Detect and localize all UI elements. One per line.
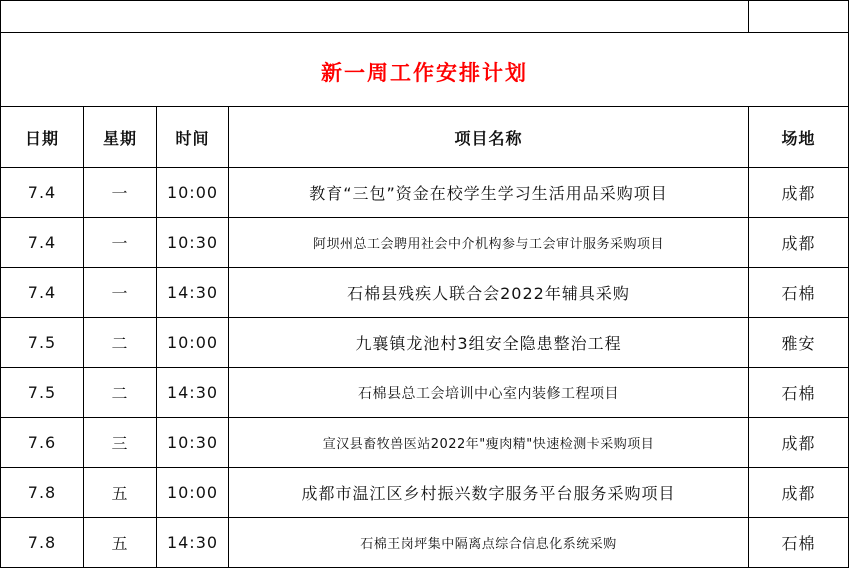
- weekday-cell: 一: [84, 168, 157, 218]
- time-cell: 10:00: [157, 468, 229, 518]
- top-blank-cell: [1, 1, 749, 33]
- venue-cell: 成都: [749, 468, 849, 518]
- table-row: [1, 318, 849, 368]
- time-cell: 10:00: [157, 318, 229, 368]
- project-name-cell: 石棉县总工会培训中心室内装修工程项目: [229, 368, 749, 418]
- project-name-cell: 教育“三包”资金在校学生学习生活用品采购项目: [229, 168, 749, 218]
- column-header-weekday: 星期: [84, 107, 157, 168]
- weekday-cell: 二: [84, 318, 157, 368]
- date-cell: 7.4: [1, 168, 84, 218]
- project-name-cell: 石棉王岗坪集中隔离点综合信息化系统采购: [229, 518, 749, 568]
- venue-cell: 石棉: [749, 368, 849, 418]
- table-row: [1, 368, 849, 418]
- table-row: [1, 418, 849, 468]
- time-cell: 10:30: [157, 218, 229, 268]
- time-cell: 14:30: [157, 518, 229, 568]
- project-name-cell: 阿坝州总工会聘用社会中介机构参与工会审计服务采购项目: [229, 218, 749, 268]
- project-name-cell: 成都市温江区乡村振兴数字服务平台服务采购项目: [229, 468, 749, 518]
- venue-cell: 雅安: [749, 318, 849, 368]
- header-row: [1, 107, 849, 168]
- table-row: [1, 268, 849, 318]
- date-cell: 7.6: [1, 418, 84, 468]
- time-cell: 10:00: [157, 168, 229, 218]
- table-row: [1, 518, 849, 568]
- venue-cell: 成都: [749, 418, 849, 468]
- column-header-time: 时间: [157, 107, 229, 168]
- date-cell: 7.4: [1, 268, 84, 318]
- date-cell: 7.5: [1, 318, 84, 368]
- title-row: [1, 33, 849, 107]
- weekday-cell: 五: [84, 468, 157, 518]
- date-cell: 7.8: [1, 468, 84, 518]
- weekday-cell: 二: [84, 368, 157, 418]
- venue-cell: 成都: [749, 168, 849, 218]
- top-blank-row: [1, 1, 849, 33]
- date-cell: 7.4: [1, 218, 84, 268]
- top-blank-cell-right: [749, 1, 849, 33]
- weekday-cell: 一: [84, 218, 157, 268]
- table-body: [1, 168, 849, 568]
- column-header-venue: 场地: [749, 107, 849, 168]
- column-header-project: 项目名称: [229, 107, 749, 168]
- title-cell: [1, 33, 849, 107]
- time-cell: 14:30: [157, 368, 229, 418]
- column-header-date: 日期: [1, 107, 84, 168]
- venue-cell: 石棉: [749, 518, 849, 568]
- venue-cell: 石棉: [749, 268, 849, 318]
- project-name-cell: 九襄镇龙池村3组安全隐患整治工程: [229, 318, 749, 368]
- table-row: [1, 168, 849, 218]
- date-cell: 7.8: [1, 518, 84, 568]
- project-name-cell: 石棉县残疾人联合会2022年辅具采购: [229, 268, 749, 318]
- project-name-cell: 宣汉县畜牧兽医站2022年"瘦肉精"快速检测卡采购项目: [229, 418, 749, 468]
- time-cell: 14:30: [157, 268, 229, 318]
- weekday-cell: 三: [84, 418, 157, 468]
- table-row: [1, 218, 849, 268]
- weekday-cell: 一: [84, 268, 157, 318]
- venue-cell: 成都: [749, 218, 849, 268]
- weekday-cell: 五: [84, 518, 157, 568]
- table-row: [1, 468, 849, 518]
- page-title: 新一周工作安排计划: [321, 60, 528, 85]
- time-cell: 10:30: [157, 418, 229, 468]
- date-cell: 7.5: [1, 368, 84, 418]
